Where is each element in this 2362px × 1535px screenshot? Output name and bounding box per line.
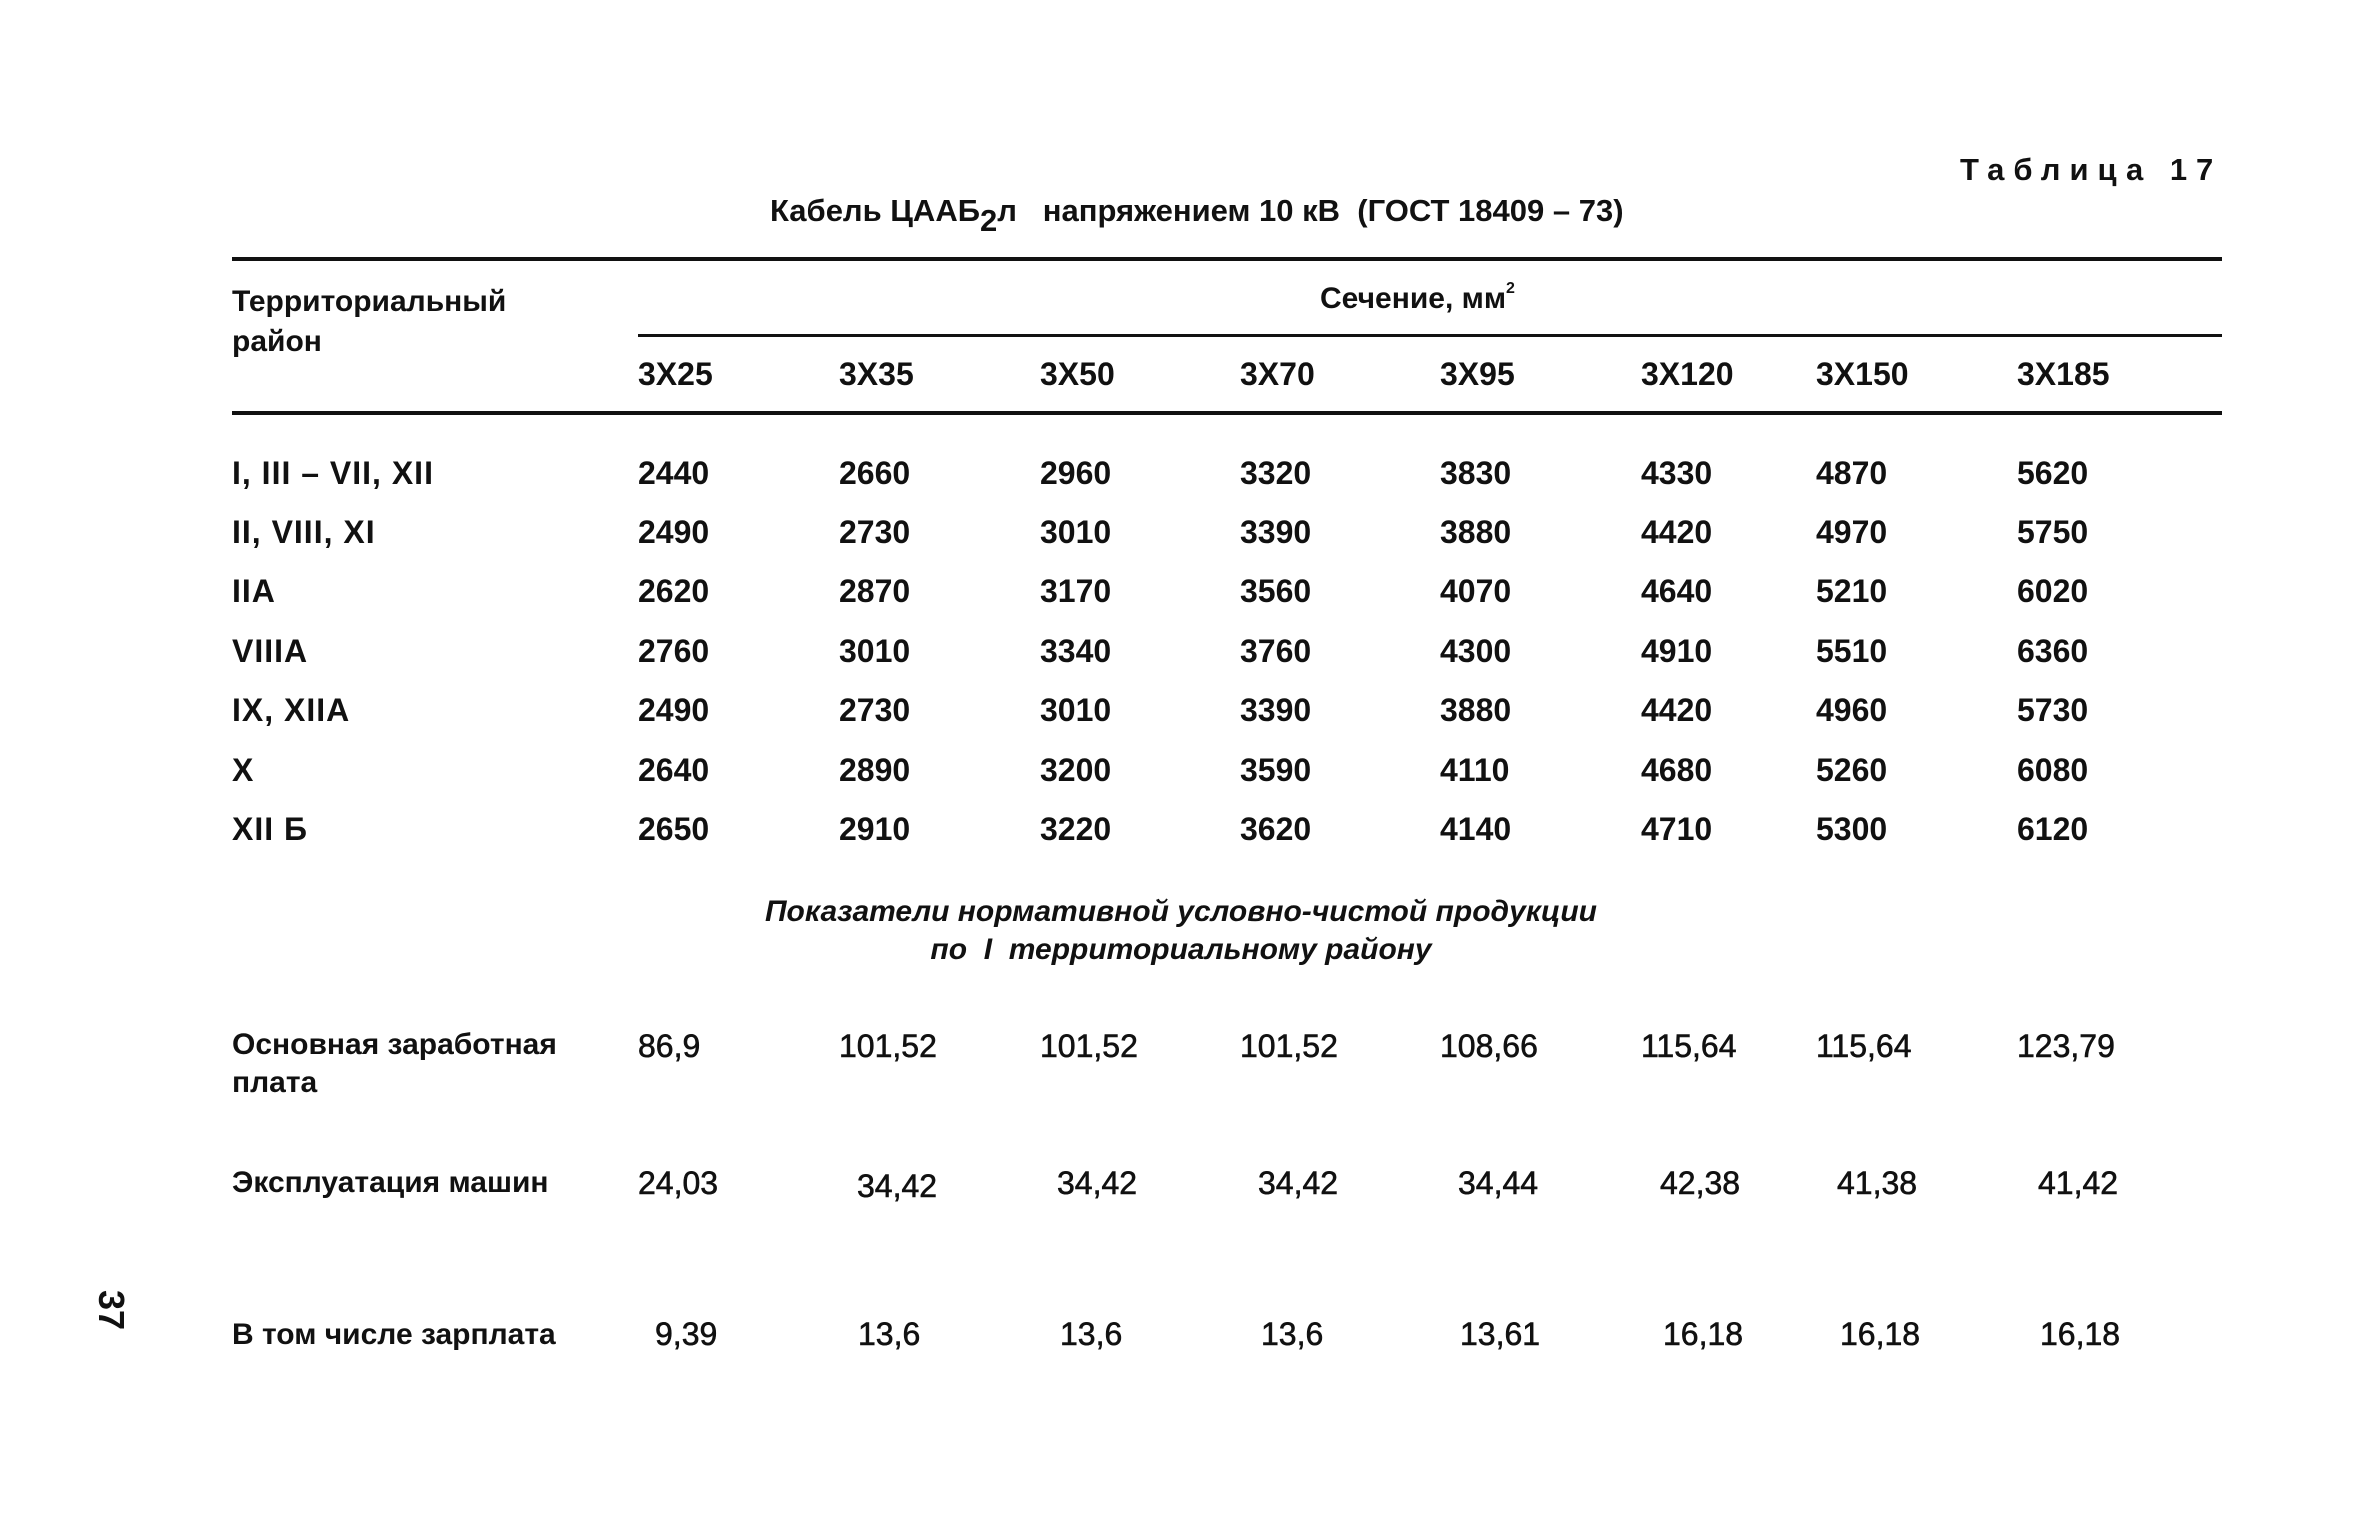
table-cell: 3760 [1240,633,1312,669]
table-cell: 4420 [1641,514,1713,550]
indicator-cell: 34,42 [857,1168,938,1204]
indicators-subtitle [0,893,2362,969]
table-cell: 4870 [1816,455,1888,491]
table-cell: 3830 [1440,455,1512,491]
subtitle-line-2: по I территориальному району [930,933,1432,966]
table-cell: 3010 [1040,692,1112,728]
table-cell: 5620 [2017,455,2089,491]
indicator-label: Эксплуатация машин [232,1166,549,1199]
table-cell: 2440 [638,455,710,491]
table-cell: 3590 [1240,752,1312,788]
table-cell: 6020 [2017,573,2089,609]
table-cell: 2910 [839,811,911,847]
table-cell: 2890 [839,752,911,788]
table-cell: 3220 [1040,811,1112,847]
header-section-sup: 2 [1506,280,1515,297]
subtitle-line-1: Показатели нормативной условно-чистой продукции [764,895,1597,928]
table-cell: 2730 [839,514,911,550]
top-rule [232,257,2222,261]
table-cell: 4070 [1440,573,1512,609]
indicator-cell: 115,64 [1641,1028,1737,1064]
table-cell: 4420 [1641,692,1713,728]
indicator-cell: 34,44 [1458,1165,1539,1201]
indicator-cell: 115,64 [1816,1028,1912,1064]
table-cell: 2730 [839,692,911,728]
header-district: Территориальный район [232,285,507,358]
section-rule [638,334,2222,337]
table-cell: 2650 [638,811,710,847]
table-cell: 3320 [1240,455,1312,491]
indicator-cell: 16,18 [2040,1316,2121,1352]
indicator-label: Основная заработная плата [232,1028,557,1099]
indicator-cell: 13,6 [1261,1316,1324,1352]
row-label: II, VIII, XI [232,514,376,550]
indicator-cell: 41,42 [2038,1165,2119,1201]
col-head-3x25: 3X25 [638,356,713,392]
row-label: IX, XIIA [232,692,351,728]
row-label: I, III – VII, XII [232,455,434,491]
table-cell: 3620 [1240,811,1312,847]
indicator-cell: 13,61 [1460,1316,1541,1352]
table-cell: 3010 [1040,514,1112,550]
table-cell: 2660 [839,455,911,491]
table-cell: 5210 [1816,573,1888,609]
indicator-cell: 101,52 [839,1028,937,1064]
header-section-label: Сечение, мм [1320,282,1507,315]
table-cell: 4110 [1440,752,1510,788]
table-cell: 2490 [638,692,710,728]
table-cell: 4970 [1816,514,1888,550]
col-head-3x150: 3X150 [1816,356,1909,392]
table-cell: 2870 [839,573,911,609]
indicator-cell: 13,6 [858,1316,921,1352]
indicator-cell: 42,38 [1660,1165,1741,1201]
page-number: 37 [91,1290,132,1331]
col-head-3x120: 3X120 [1641,356,1734,392]
indicator-label: В том числе зарплата [232,1318,556,1351]
table-cell: 2640 [638,752,710,788]
table-cell: 5750 [2017,514,2089,550]
table-cell: 6360 [2017,633,2089,669]
col-head-3x35: 3X35 [839,356,914,392]
table-cell: 5730 [2017,692,2089,728]
indicator-cell: 24,03 [638,1165,719,1201]
row-label: VIIIA [232,633,309,669]
row-label: XII Б [232,811,309,847]
table-cell: 3880 [1440,514,1512,550]
table-cell: 4640 [1641,573,1713,609]
table-cell: 4140 [1440,811,1512,847]
col-head-3x70: 3X70 [1240,356,1315,392]
table-cell: 4960 [1816,692,1888,728]
table-cell: 2620 [638,573,710,609]
table-cell: 4910 [1641,633,1713,669]
table-cell: 4710 [1641,811,1713,847]
table-cell: 2490 [638,514,710,550]
table-cell: 5260 [1816,752,1888,788]
col-head-3x185: 3X185 [2017,356,2110,392]
title-suffix: л напряжением 10 кВ (ГОСТ 18409 – 73) [997,193,1624,228]
table-number-label: Таблица 17 [1960,152,2223,187]
table-cell: 4680 [1641,752,1713,788]
table-cell: 3170 [1040,573,1112,609]
table-cell: 3200 [1040,752,1112,788]
table-cell: 6080 [2017,752,2089,788]
indicator-cell: 123,79 [2017,1028,2115,1064]
indicator-cell: 101,52 [1240,1028,1338,1064]
indicator-cell: 9,39 [655,1316,718,1352]
col-head-3x50: 3X50 [1040,356,1115,392]
indicator-cell: 34,42 [1258,1165,1339,1201]
table-cell: 4330 [1641,455,1713,491]
row-label: X [232,752,255,788]
table-cell: 2960 [1040,455,1112,491]
table-cell: 3390 [1240,514,1312,550]
indicator-cell: 86,9 [638,1028,701,1064]
table-cell: 3340 [1040,633,1112,669]
indicator-cell: 101,52 [1040,1028,1138,1064]
title-prefix: Кабель ЦААБ [770,193,980,228]
col-head-3x95: 3X95 [1440,356,1515,392]
table-cell: 3390 [1240,692,1312,728]
table-cell: 4300 [1440,633,1512,669]
row-label: IIA [232,573,276,609]
table-cell: 2760 [638,633,710,669]
indicator-cell: 34,42 [1057,1165,1138,1201]
table-title [770,193,1624,238]
table-cell: 3560 [1240,573,1312,609]
header-bottom-rule [232,411,2222,415]
header-section [1320,282,1515,316]
indicator-cell: 16,18 [1840,1316,1921,1352]
indicator-cell: 13,6 [1060,1316,1123,1352]
table-cell: 5510 [1816,633,1888,669]
indicator-cell: 108,66 [1440,1028,1538,1064]
table-cell: 6120 [2017,811,2089,847]
table-cell: 5300 [1816,811,1888,847]
title-subscript: 2 [980,203,998,238]
indicator-cell: 41,38 [1837,1165,1918,1201]
table-cell: 3010 [839,633,911,669]
table-cell: 3880 [1440,692,1512,728]
indicator-cell: 16,18 [1663,1316,1744,1352]
